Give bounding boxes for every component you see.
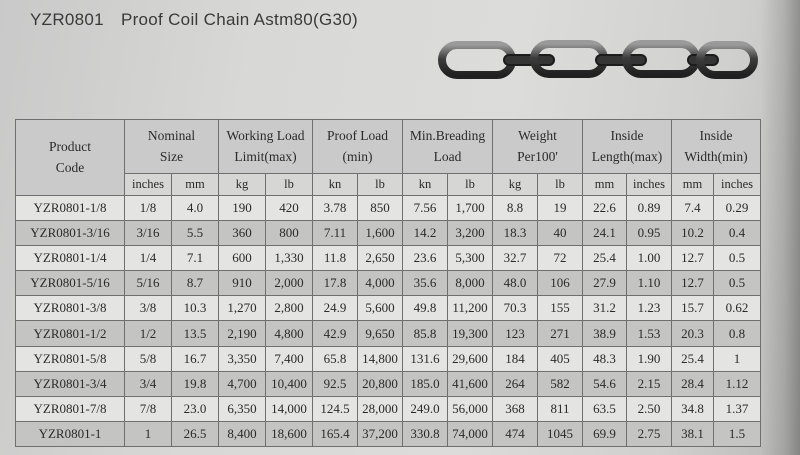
column-header: Working Load Limit(max)	[219, 120, 313, 174]
table-cell: 72	[538, 246, 583, 271]
table-cell: 85.8	[403, 321, 448, 346]
table-cell: 131.6	[403, 346, 448, 371]
table-cell: 123	[493, 321, 538, 346]
table-cell: 10,400	[266, 371, 313, 396]
table-cell: 582	[538, 371, 583, 396]
unit-header: mm	[583, 174, 627, 196]
group-header-row	[16, 120, 761, 174]
table-cell: 2,000	[266, 271, 313, 296]
table-cell: 4,800	[266, 321, 313, 346]
table-cell: 5/8	[125, 346, 172, 371]
table-cell: 185.0	[403, 371, 448, 396]
column-header: Product Code	[16, 120, 125, 196]
unit-header: inches	[125, 174, 172, 196]
table-cell: 23.0	[172, 396, 219, 421]
table-cell: YZR0801-1/4	[16, 246, 125, 271]
table-cell: 70.3	[493, 296, 538, 321]
table-cell: 4.0	[172, 196, 219, 221]
chain-spec-table	[15, 119, 761, 447]
table-row	[16, 321, 761, 346]
table-cell: 800	[266, 221, 313, 246]
table-cell: 1.23	[627, 296, 672, 321]
table-cell: 24.9	[313, 296, 358, 321]
table-cell: 1	[125, 421, 172, 446]
table-cell: 1/8	[125, 196, 172, 221]
table-cell: YZR0801-5/16	[16, 271, 125, 296]
table-cell: 1.37	[714, 396, 761, 421]
table-cell: 16.7	[172, 346, 219, 371]
table-cell: 4,700	[219, 371, 266, 396]
table-cell: 910	[219, 271, 266, 296]
table-cell: 18,600	[266, 421, 313, 446]
table-cell: 5/16	[125, 271, 172, 296]
unit-header: lb	[538, 174, 583, 196]
table-cell: 22.6	[583, 196, 627, 221]
chain-link	[504, 55, 554, 65]
column-header: Min.Breading Load	[403, 120, 493, 174]
table-cell: 7/8	[125, 396, 172, 421]
table-cell: 14.2	[403, 221, 448, 246]
table-cell: 7.56	[403, 196, 448, 221]
table-cell: YZR0801-1	[16, 421, 125, 446]
table-cell: 40	[538, 221, 583, 246]
table-cell: 4,000	[358, 271, 403, 296]
table-cell: 360	[219, 221, 266, 246]
table-cell: 7,400	[266, 346, 313, 371]
table-cell: 1.00	[627, 246, 672, 271]
table-cell: 3,200	[448, 221, 493, 246]
table-cell: 2,800	[266, 296, 313, 321]
table-cell: 0.5	[714, 271, 761, 296]
table-cell: 19,300	[448, 321, 493, 346]
table-cell: 23.6	[403, 246, 448, 271]
table-cell: 1.90	[627, 346, 672, 371]
table-row	[16, 221, 761, 246]
table-cell: 92.5	[313, 371, 358, 396]
table-cell: 11.8	[313, 246, 358, 271]
table-cell: 35.6	[403, 271, 448, 296]
table-row	[16, 296, 761, 321]
unit-header: lb	[358, 174, 403, 196]
table-cell: 165.4	[313, 421, 358, 446]
table-cell: 12.7	[672, 246, 714, 271]
table-cell: 49.8	[403, 296, 448, 321]
table-cell: YZR0801-3/4	[16, 371, 125, 396]
chain-link	[596, 55, 646, 65]
table-cell: YZR0801-5/8	[16, 346, 125, 371]
table-cell: 69.9	[583, 421, 627, 446]
table-cell: 8,400	[219, 421, 266, 446]
table-cell: 1	[714, 346, 761, 371]
table-cell: 1/2	[125, 321, 172, 346]
table-cell: 3/16	[125, 221, 172, 246]
table-cell: 1.10	[627, 271, 672, 296]
table-cell: 56,000	[448, 396, 493, 421]
table-cell: 1.53	[627, 321, 672, 346]
unit-header: lb	[266, 174, 313, 196]
table-cell: 5,600	[358, 296, 403, 321]
table-cell: 1,700	[448, 196, 493, 221]
table-cell: 1.5	[714, 421, 761, 446]
table-cell: 5,300	[448, 246, 493, 271]
table-cell: 1/4	[125, 246, 172, 271]
table-cell: YZR0801-3/8	[16, 296, 125, 321]
table-cell: 0.5	[714, 246, 761, 271]
table-cell: 420	[266, 196, 313, 221]
table-cell: 124.5	[313, 396, 358, 421]
table-cell: 14,800	[358, 346, 403, 371]
table-row	[16, 271, 761, 296]
table-cell: 0.89	[627, 196, 672, 221]
chain-link	[442, 45, 512, 75]
table-cell: 42.9	[313, 321, 358, 346]
table-cell: 11,200	[448, 296, 493, 321]
table-cell: 0.95	[627, 221, 672, 246]
unit-header: kg	[219, 174, 266, 196]
table-cell: 3,350	[219, 346, 266, 371]
table-cell: 7.1	[172, 246, 219, 271]
table-cell: 74,000	[448, 421, 493, 446]
table-cell: 3.78	[313, 196, 358, 221]
table-cell: 1,270	[219, 296, 266, 321]
table-cell: 41,600	[448, 371, 493, 396]
table-cell: 10.2	[672, 221, 714, 246]
table-cell: 184	[493, 346, 538, 371]
page-edge-shadow	[760, 0, 800, 455]
table-cell: 25.4	[583, 246, 627, 271]
table-cell: 27.9	[583, 271, 627, 296]
unit-header: mm	[172, 174, 219, 196]
table-cell: 19	[538, 196, 583, 221]
table-cell: 19.8	[172, 371, 219, 396]
table-cell: 0.8	[714, 321, 761, 346]
table-row	[16, 371, 761, 396]
table-cell: 20,800	[358, 371, 403, 396]
unit-header: lb	[448, 174, 493, 196]
table-cell: 249.0	[403, 396, 448, 421]
table-cell: 2.15	[627, 371, 672, 396]
table-cell: 28,000	[358, 396, 403, 421]
table-cell: 28.4	[672, 371, 714, 396]
table-cell: 34.8	[672, 396, 714, 421]
table-cell: 600	[219, 246, 266, 271]
table-cell: 8.7	[172, 271, 219, 296]
table-cell: 1045	[538, 421, 583, 446]
table-cell: 37,200	[358, 421, 403, 446]
table-cell: 811	[538, 396, 583, 421]
table-row	[16, 246, 761, 271]
table-cell: 3/4	[125, 371, 172, 396]
table-row	[16, 396, 761, 421]
page-title	[30, 10, 358, 30]
table-row	[16, 196, 761, 221]
unit-header-row	[16, 174, 761, 196]
column-header: Inside Length(max)	[583, 120, 672, 174]
table-cell: 6,350	[219, 396, 266, 421]
column-header: Nominal Size	[125, 120, 219, 174]
table-cell: YZR0801-1/8	[16, 196, 125, 221]
table-cell: 271	[538, 321, 583, 346]
table-cell: 0.4	[714, 221, 761, 246]
table-cell: 31.2	[583, 296, 627, 321]
table-cell: 14,000	[266, 396, 313, 421]
unit-header: kg	[493, 174, 538, 196]
table-cell: 15.7	[672, 296, 714, 321]
column-header: Inside Width(min)	[672, 120, 761, 174]
table-cell: 10.3	[172, 296, 219, 321]
table-cell: 7.4	[672, 196, 714, 221]
product-series-title: Proof Coil Chain Astm80(G30)	[120, 10, 359, 29]
table-cell: 13.5	[172, 321, 219, 346]
unit-header: inches	[627, 174, 672, 196]
table-cell: 0.29	[714, 196, 761, 221]
table-cell: 65.8	[313, 346, 358, 371]
table-cell: 20.3	[672, 321, 714, 346]
table-cell: 7.11	[313, 221, 358, 246]
table-cell: 850	[358, 196, 403, 221]
table-row	[16, 346, 761, 371]
table-cell: 18.3	[493, 221, 538, 246]
unit-header: mm	[672, 174, 714, 196]
table-cell: 2,190	[219, 321, 266, 346]
table-cell: 0.62	[714, 296, 761, 321]
table-row	[16, 421, 761, 446]
table-cell: 48.0	[493, 271, 538, 296]
unit-header: inches	[714, 174, 761, 196]
table-cell: 63.5	[583, 396, 627, 421]
table-cell: 106	[538, 271, 583, 296]
table-cell: 1.12	[714, 371, 761, 396]
table-cell: 54.6	[583, 371, 627, 396]
table-cell: 3/8	[125, 296, 172, 321]
table-cell: 1,330	[266, 246, 313, 271]
table-cell: 17.8	[313, 271, 358, 296]
table-cell: 12.7	[672, 271, 714, 296]
table-cell: 155	[538, 296, 583, 321]
chain-image	[438, 38, 758, 84]
table-cell: 9,650	[358, 321, 403, 346]
table-cell: YZR0801-7/8	[16, 396, 125, 421]
table-cell: 2.50	[627, 396, 672, 421]
table-cell: 8.8	[493, 196, 538, 221]
table-cell: 190	[219, 196, 266, 221]
table-cell: 38.9	[583, 321, 627, 346]
table-cell: YZR0801-3/16	[16, 221, 125, 246]
table-cell: 32.7	[493, 246, 538, 271]
table-cell: 29,600	[448, 346, 493, 371]
table-cell: 368	[493, 396, 538, 421]
table-cell: 8,000	[448, 271, 493, 296]
table-cell: 26.5	[172, 421, 219, 446]
unit-header: kn	[403, 174, 448, 196]
table-cell: 2.75	[627, 421, 672, 446]
table-cell: 25.4	[672, 346, 714, 371]
table-cell: 2,650	[358, 246, 403, 271]
column-header: Proof Load (min)	[313, 120, 403, 174]
table-cell: 38.1	[672, 421, 714, 446]
table-cell: 5.5	[172, 221, 219, 246]
table-cell: YZR0801-1/2	[16, 321, 125, 346]
table-cell: 48.3	[583, 346, 627, 371]
table-cell: 474	[493, 421, 538, 446]
column-header: Weight Per100'	[493, 120, 583, 174]
product-series-code: YZR0801	[30, 10, 104, 29]
unit-header: kn	[313, 174, 358, 196]
table-cell: 405	[538, 346, 583, 371]
table-cell: 1,600	[358, 221, 403, 246]
table-cell: 24.1	[583, 221, 627, 246]
table-cell: 330.8	[403, 421, 448, 446]
table-cell: 264	[493, 371, 538, 396]
